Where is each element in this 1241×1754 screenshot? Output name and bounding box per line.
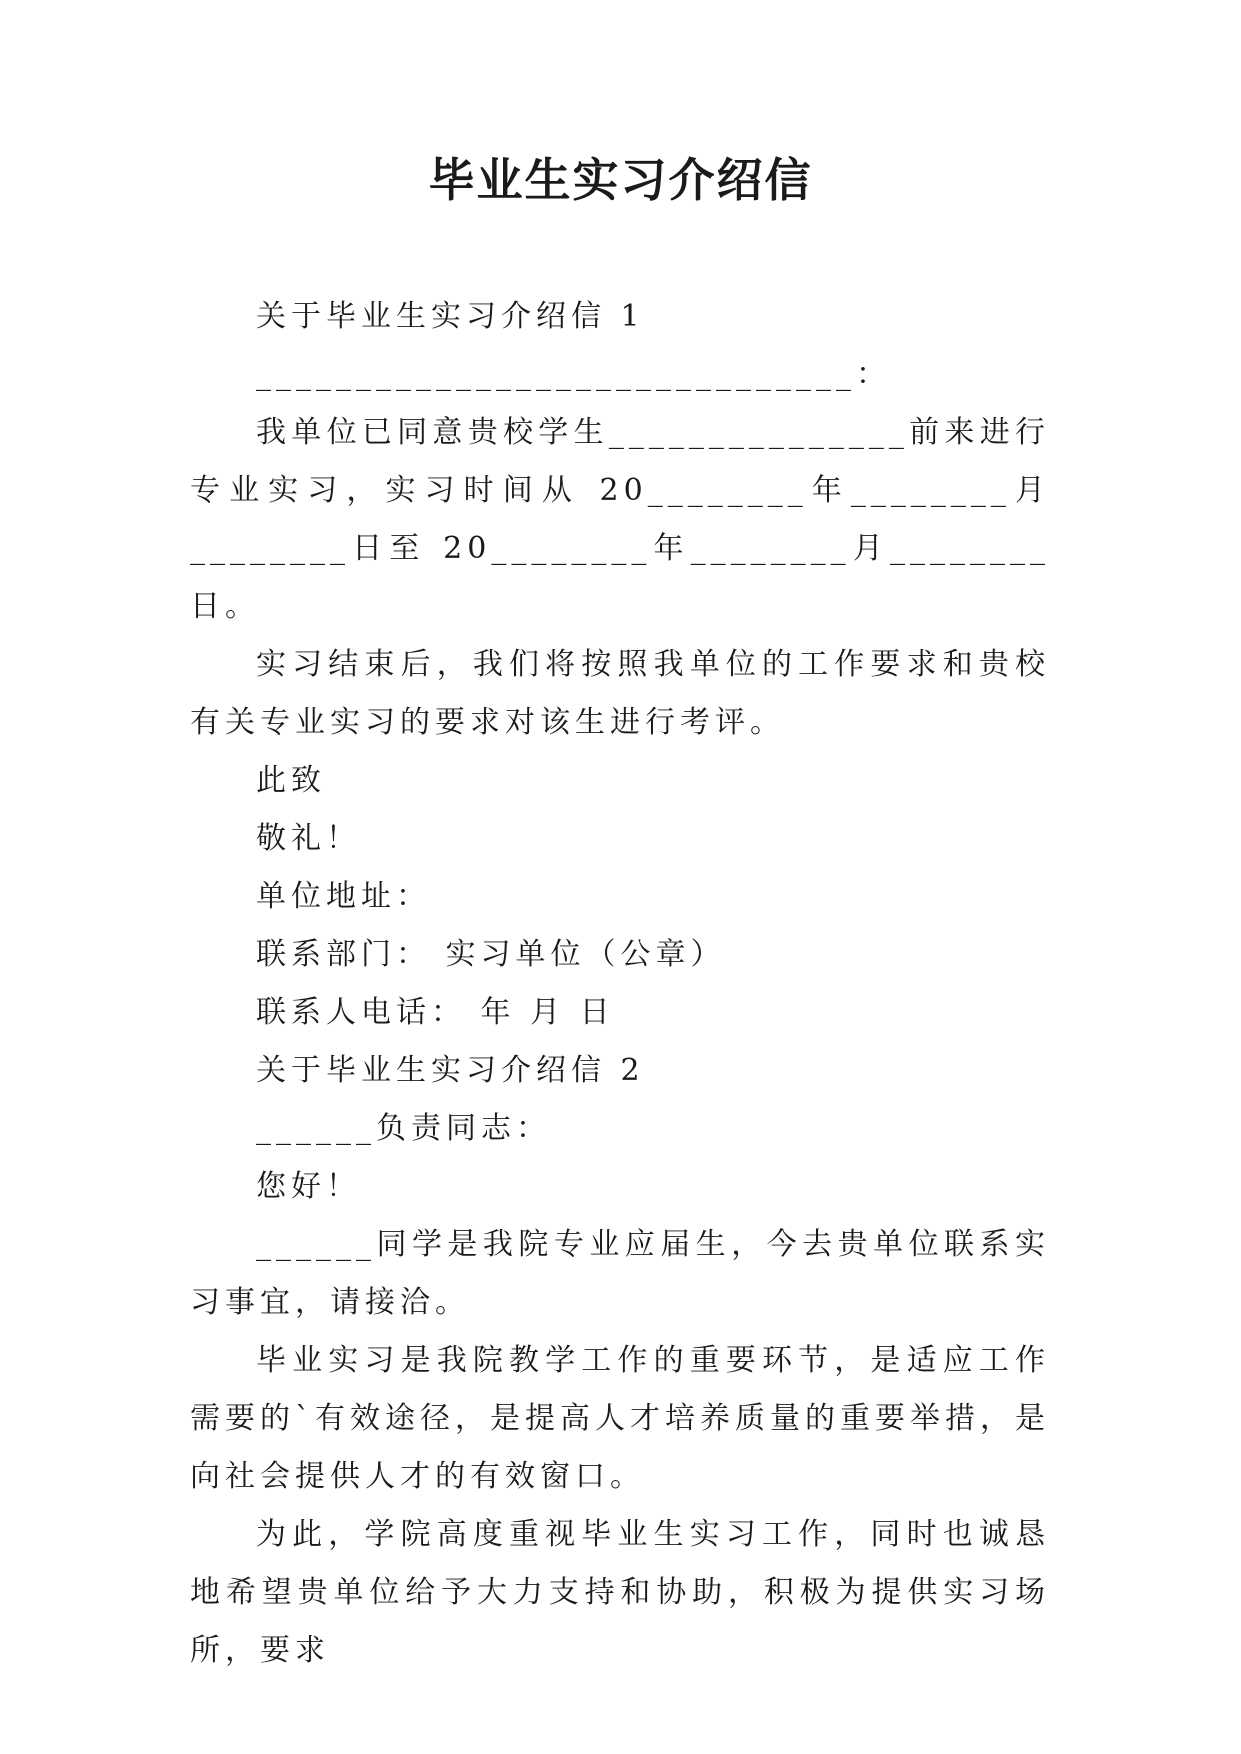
contact-phone-line: 联系人电话： 年 月 日: [256, 995, 615, 1030]
paragraph-internship-importance: 毕业实习是我院教学工作的重要环节，是适应工作需要的`有效途径，是提高人才培养质量的重要举措，是向社会提供人才的有效窗口。: [190, 1343, 1050, 1494]
heading-letter-1: 关于毕业生实习介绍信 1: [256, 299, 645, 334]
closing-salutation: 此致: [256, 763, 326, 798]
greeting-line: 您好！: [256, 1169, 361, 1204]
closing-regards: 敬礼！: [256, 821, 361, 856]
heading-letter-2: 关于毕业生实习介绍信 2: [256, 1053, 645, 1088]
addressee-line: ______负责同志：: [256, 1111, 551, 1146]
recipient-blank-line: ______________________________：: [256, 357, 891, 392]
document-title: 毕业生实习介绍信: [428, 153, 813, 207]
document-body: [190, 288, 1050, 1680]
paragraph-request-support: 为此，学院高度重视毕业生实习工作，同时也诚恳地希望贵单位给予大力支持和协助，积极为提供实习场所，要求: [190, 1517, 1050, 1668]
contact-department-line: 联系部门： 实习单位（公章）: [256, 937, 726, 972]
paragraph-agreement: 我单位已同意贵校学生_______________前来进行专业实习，实习时间从 20________年________月________日至 20________年________月________日。: [190, 415, 1050, 624]
paragraph-evaluation: 实习结束后，我们将按照我单位的工作要求和贵校有关专业实习的要求对该生进行考评。: [190, 647, 1050, 740]
paragraph-student-intro: ______同学是我院专业应届生，今去贵单位联系实习事宜，请接洽。: [190, 1227, 1050, 1320]
unit-address-line: 单位地址：: [256, 879, 431, 914]
